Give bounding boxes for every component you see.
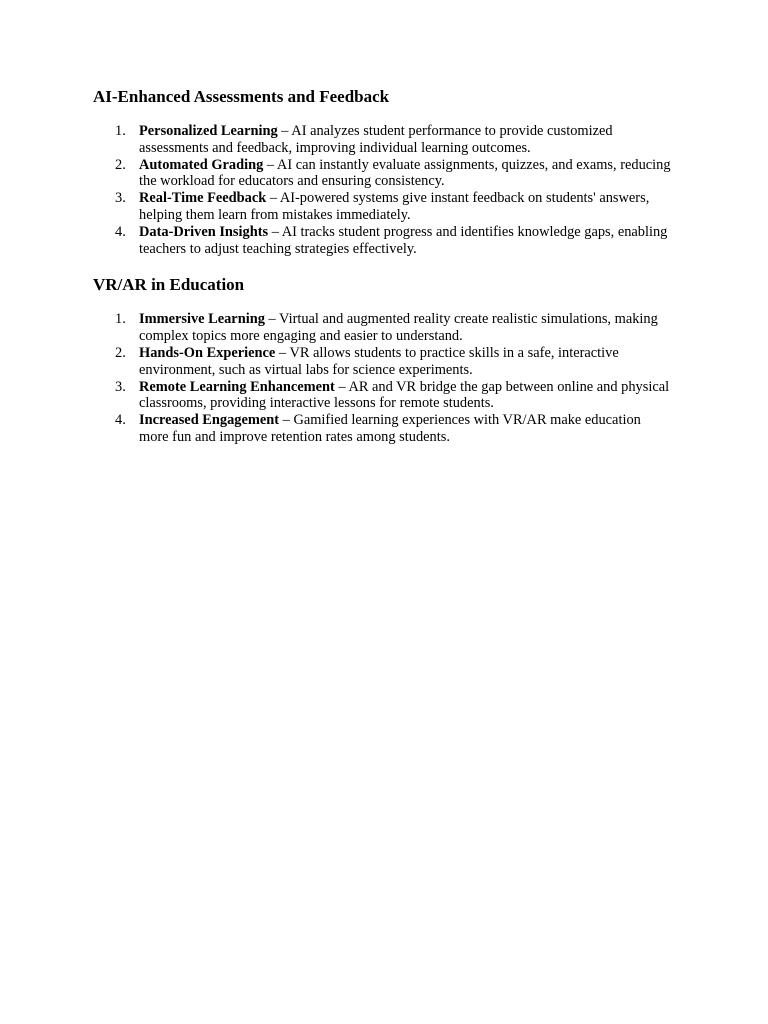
list-item [93,157,673,191]
list-item-number: 1. [115,123,126,139]
list-item-number: 4. [115,223,126,240]
list-item [93,224,673,258]
list-item-number: 3. [115,190,126,207]
list-item-text: – AI analyzes student performance to provide customized assessments and feedback, improving individual learning outcomes. [139,123,613,156]
list-item [93,123,673,157]
numbered-list [93,311,673,445]
list-item-text: – Virtual and augmented reality create realistic simulations, making complex topics more engaging and easier to understand. [139,311,658,345]
document-page [93,86,673,446]
list-item [93,311,673,345]
list-item [93,190,673,224]
section-vr-ar-education [93,274,673,445]
section-heading: AI-Enhanced Assessments and Feedback [93,87,390,106]
list-item-text: – AI-powered systems give instant feedback on students' answers, helping them learn from mistakes immediately. [139,190,650,223]
numbered-list [93,123,673,257]
list-item-number: 2. [115,156,126,173]
list-item-text: – Gamified learning experiences with VR/AR make education more fun and improve retention rates among students. [139,412,641,445]
list-item-text: – AR and VR bridge the gap between online and physical classrooms, providing interactive lessons for remote students. [139,378,670,412]
section-ai-assessments [93,86,673,257]
list-item-number: 3. [115,378,126,395]
list-item-term: Personalized Learning [139,123,278,139]
list-item-term: Hands-On Experience [139,344,276,361]
list-item-text: – AI can instantly evaluate assignments, quizzes, and exams, reducing the workload for educators and ensuring consistency. [139,156,671,190]
list-item-term: Immersive Learning [139,311,265,328]
list-item [93,412,673,446]
list-item-term: Increased Engagement [139,412,280,429]
list-item-term: Automated Grading [139,156,264,173]
section-heading: VR/AR in Education [93,275,245,295]
list-item-term: Data-Driven Insights [139,223,269,240]
list-item-number: 2. [115,344,126,361]
list-item-term: Remote Learning Enhancement [139,378,335,395]
list-item-term: Real-Time Feedback [139,190,267,207]
list-item-text: – VR allows students to practice skills in a safe, interactive environment, such as virtual labs for science experiments. [139,344,619,378]
list-item-text: – AI tracks student progress and identifies knowledge gaps, enabling teachers to adjust teaching strategies effectively. [139,223,668,257]
list-item-number: 4. [115,412,126,429]
list-item-number: 1. [115,311,126,328]
list-item [93,345,673,379]
list-item [93,379,673,413]
